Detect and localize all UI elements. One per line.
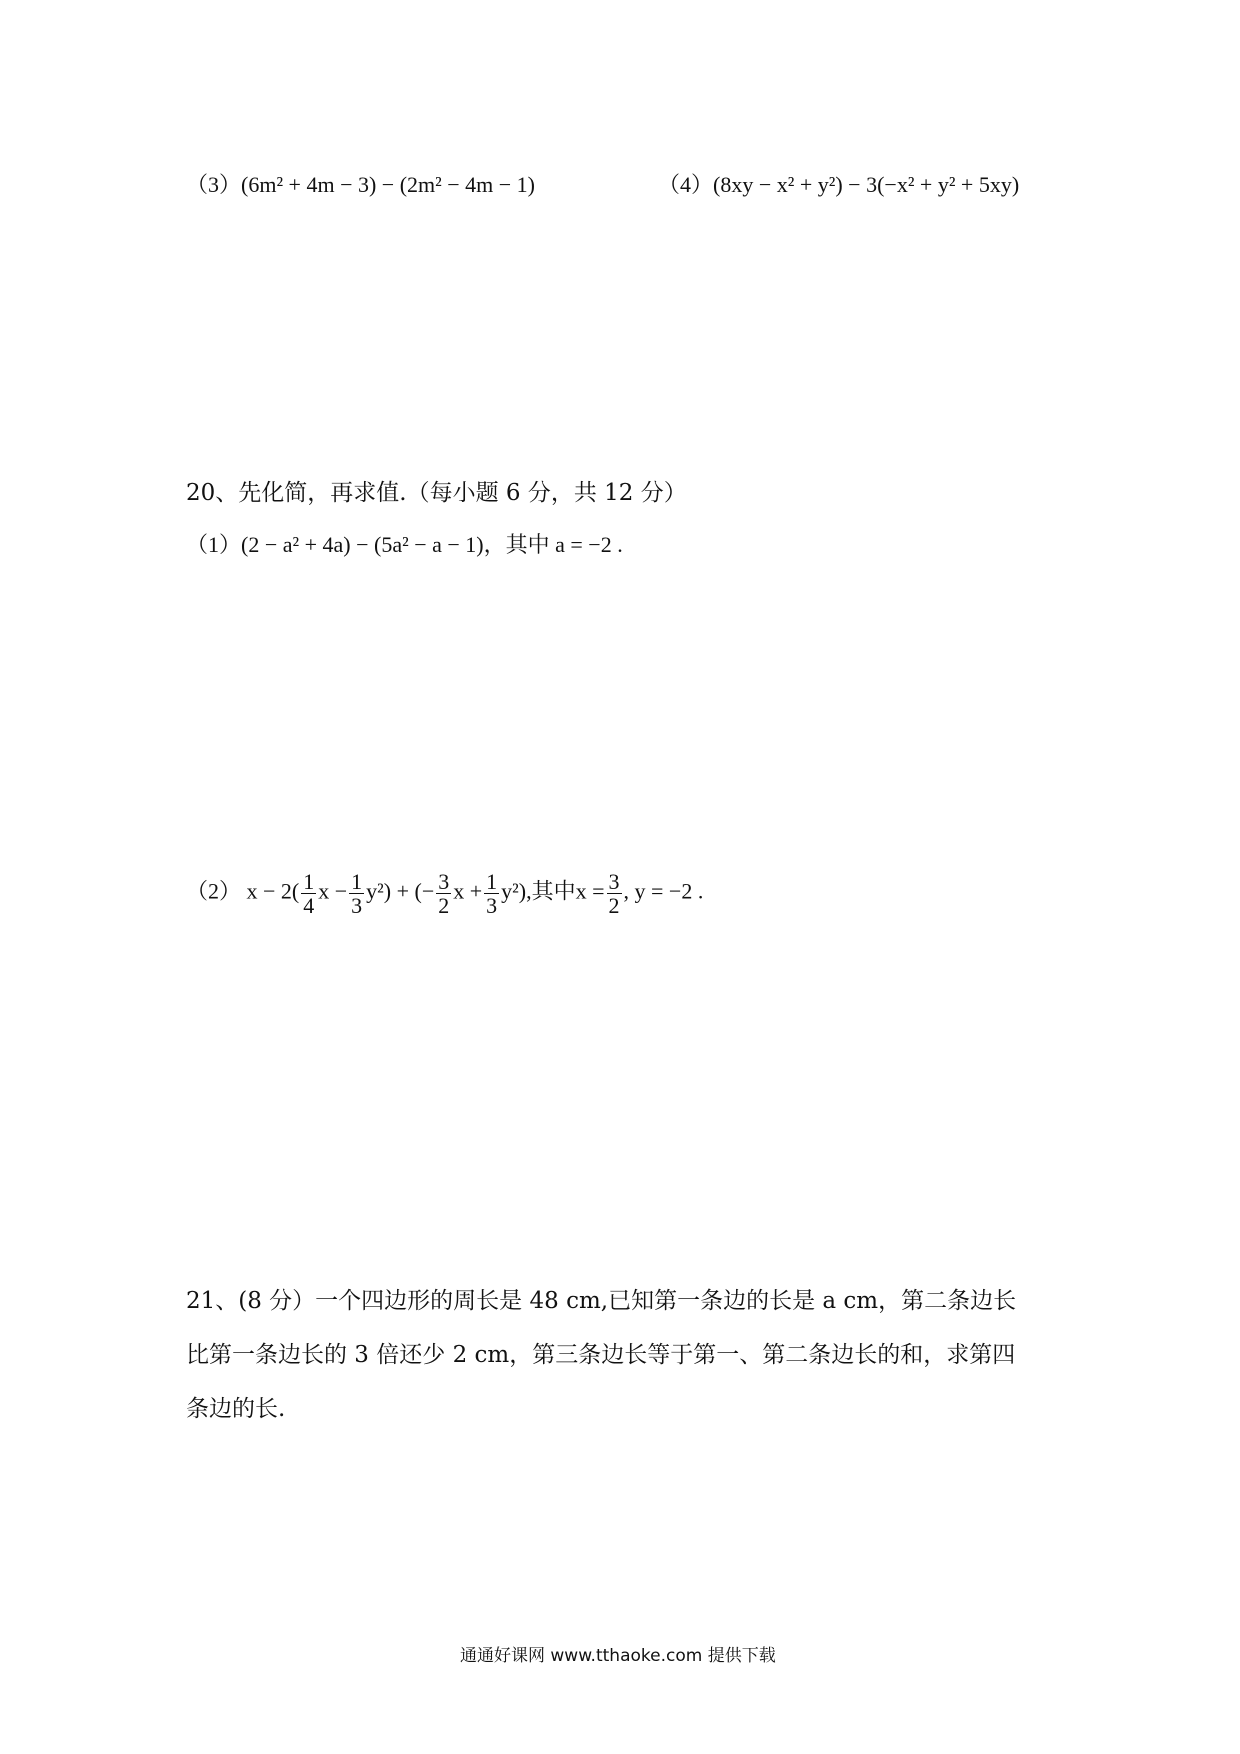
q20-part2-prefix: x − 2( [246, 878, 300, 904]
q20-part1 [186, 528, 623, 559]
q19-part4 [658, 168, 1019, 199]
q19-part3-expression: (6m² + 4m − 3) − (2m² − 4m − 1) [241, 172, 535, 197]
q20-part2-y2b: y²),其中x = [501, 878, 605, 904]
q20-part2-label: （2） [186, 878, 242, 904]
q19-part4-label: （4） [658, 172, 714, 197]
q19-part4-expression: (8xy − x² + y²) − 3(−x² + y² + 5xy) [713, 172, 1020, 197]
q20-part1-expression: (2 − a² + 4a) − (5a² − a − 1) [241, 532, 484, 557]
fraction-one-third-b: $\frac{1}{3}$ [486, 869, 498, 919]
fraction-three-halves-b: $\frac{3}{2}$ [608, 869, 620, 919]
q20-part1-label: （1） [186, 532, 242, 557]
q20-part1-condition: ，其中 a = −2 . [483, 532, 623, 557]
q21-line2: 比第一条边长的 3 倍还少 2 cm，第三条边长等于第一、第二条边长的和，求第四 [186, 1342, 1016, 1368]
q20-part2-y2a: y²) + (− [366, 878, 435, 904]
q19-part3 [186, 168, 535, 199]
q20-part2-end: , y = −2 . [623, 878, 704, 904]
q20-heading: 20、先化简，再求值.（每小题 6 分，共 12 分） [186, 480, 687, 506]
page-footer: 通通好课网 www.tthaoke.com 提供下载 [460, 1646, 776, 1666]
fraction-one-quarter: $\frac{1}{4}$ [303, 869, 315, 919]
fraction-one-third-a: $\frac{1}{3}$ [351, 869, 363, 919]
q20-part2-x: x − [318, 878, 348, 904]
q21-line3: 条边的长. [186, 1396, 286, 1422]
q20-part2 [186, 870, 703, 917]
q21-line1: 21、(8 分）一个四边形的周长是 48 cm,已知第一条边的长是 a cm，第二条边长 [186, 1288, 1017, 1314]
fraction-three-halves-a: $\frac{3}{2}$ [438, 869, 450, 919]
q19-part3-label: （3） [186, 172, 242, 197]
q20-part2-x2: x + [453, 878, 483, 904]
